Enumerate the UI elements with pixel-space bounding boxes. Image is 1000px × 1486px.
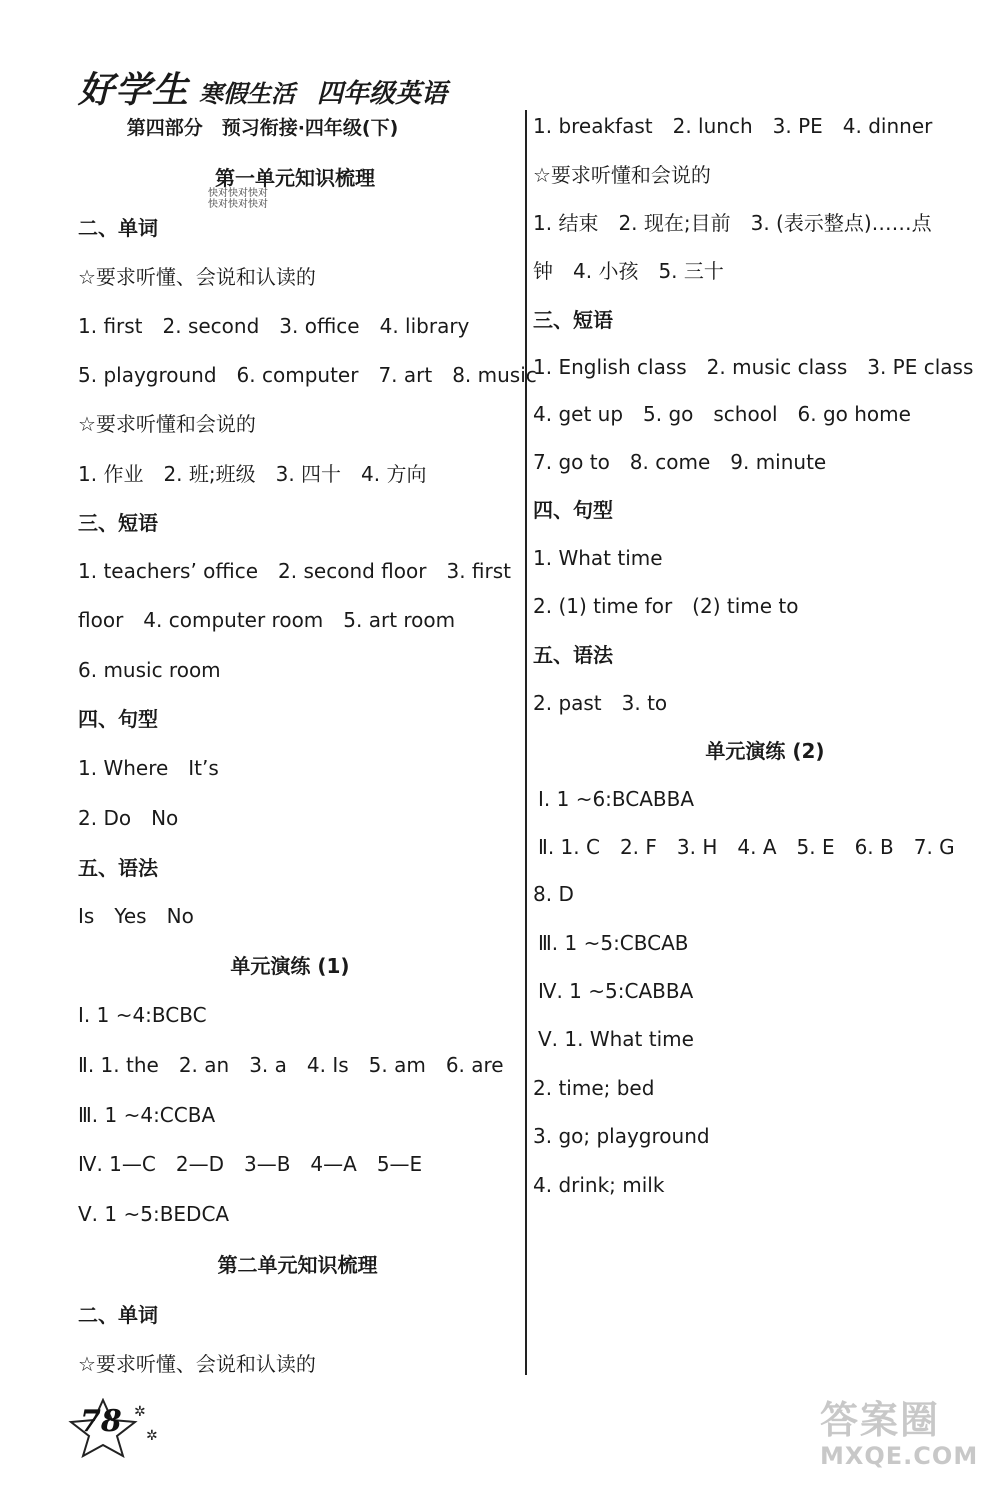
answer-line: 6. music room xyxy=(78,658,221,682)
watermark xyxy=(820,1398,990,1478)
answer-line: 4. drink; milk xyxy=(533,1173,665,1197)
answer-line: 钟 4. 小孩 5. 三十 xyxy=(533,259,724,283)
section-heading: 四、句型 xyxy=(533,498,613,522)
requirement-note: ☆要求听懂、会说和认读的 xyxy=(78,1352,316,1376)
requirement-note: ☆要求听懂、会说和认读的 xyxy=(78,265,316,289)
answer-line: Is Yes No xyxy=(78,904,194,928)
page-header xyxy=(78,62,448,111)
answer-line: 2. past 3. to xyxy=(533,691,668,715)
answer-line: 1. 作业 2. 班;班级 3. 四十 4. 方向 xyxy=(78,462,427,486)
small-star-icon: ✲ xyxy=(146,1428,158,1444)
header-subtitle: 寒假生活 xyxy=(199,79,296,108)
watermark-url: MXQE.COM xyxy=(820,1442,979,1470)
answer-line: Ⅴ. 1. What time xyxy=(538,1027,694,1051)
scribble-line: 快对快对快对 xyxy=(208,188,268,199)
answer-line: 1. Where It’s xyxy=(78,756,219,780)
answer-line: Ⅲ. 1 ~5:CBCAB xyxy=(538,931,689,955)
drill1-title: 单元演练 (1) xyxy=(230,954,350,978)
answer-line: 1. first 2. second 3. office 4. library xyxy=(78,314,470,338)
answer-line: 3. go; playground xyxy=(533,1124,710,1148)
answer-line: 1. English class 2. music class 3. PE class xyxy=(533,355,974,379)
section-heading: 五、语法 xyxy=(533,643,613,667)
unit2-title: 第二单元知识梳理 xyxy=(217,1253,378,1277)
answer-line: 1. 结束 2. 现在;目前 3. (表示整点)……点 xyxy=(533,211,932,235)
answer-line: Ⅱ. 1. C 2. F 3. H 4. A 5. E 6. B 7. G xyxy=(538,835,955,859)
small-star-icon: ✲ xyxy=(134,1404,146,1420)
answer-line: 2. Do No xyxy=(78,806,179,830)
section-heading: 四、句型 xyxy=(78,707,158,731)
requirement-note: ☆要求听懂和会说的 xyxy=(78,412,256,436)
section-heading: 三、短语 xyxy=(533,308,613,332)
watermark-logo: 答案圈 xyxy=(820,1398,941,1442)
answer-line: Ⅰ. 1 ~4:BCBC xyxy=(78,1003,207,1027)
unit1-title: 第一单元知识梳理 xyxy=(215,166,375,190)
answer-line: floor 4. computer room 5. art room xyxy=(78,608,456,632)
answer-line: Ⅳ. 1 ~5:CABBA xyxy=(538,979,694,1003)
section-heading: 二、单词 xyxy=(78,1303,158,1327)
answer-line: Ⅲ. 1 ~4:CCBA xyxy=(78,1103,216,1127)
part-title: 第四部分 预习衔接·四年级(下) xyxy=(126,117,399,139)
section-heading: 三、短语 xyxy=(78,511,158,535)
answer-line: 4. get up 5. go school 6. go home xyxy=(533,402,911,426)
column-divider xyxy=(525,110,527,1375)
header-grade: 四年级英语 xyxy=(317,79,448,109)
answer-line: 1. teachers’ office 2. second floor 3. first xyxy=(78,559,511,583)
section-heading: 二、单词 xyxy=(78,216,158,240)
answer-line: Ⅴ. 1 ~5:BEDCA xyxy=(78,1202,230,1226)
answer-line: 1. What time xyxy=(533,546,663,570)
answer-line: 2. (1) time for (2) time to xyxy=(533,594,799,618)
page-number: 78 xyxy=(80,1404,122,1439)
handwritten-note xyxy=(208,188,268,210)
answer-line: 2. time; bed xyxy=(533,1076,655,1100)
brand-logo: 好学生 xyxy=(78,69,190,111)
answer-line: Ⅳ. 1—C 2—D 3—B 4—A 5—E xyxy=(78,1152,423,1176)
answer-line: Ⅰ. 1 ~6:BCABBA xyxy=(538,787,695,811)
scribble-line: 快对快对快对 xyxy=(208,199,268,210)
requirement-note: ☆要求听懂和会说的 xyxy=(533,163,711,187)
answer-line: 1. breakfast 2. lunch 3. PE 4. dinner xyxy=(533,114,933,138)
section-heading: 五、语法 xyxy=(78,856,158,880)
answer-line: Ⅱ. 1. the 2. an 3. a 4. Is 5. am 6. are xyxy=(78,1053,504,1077)
drill2-title: 单元演练 (2) xyxy=(705,739,825,763)
answer-line: 5. playground 6. computer 7. art 8. music xyxy=(78,363,537,387)
answer-line: 8. D xyxy=(533,882,574,906)
answer-line: 7. go to 8. come 9. minute xyxy=(533,450,827,474)
